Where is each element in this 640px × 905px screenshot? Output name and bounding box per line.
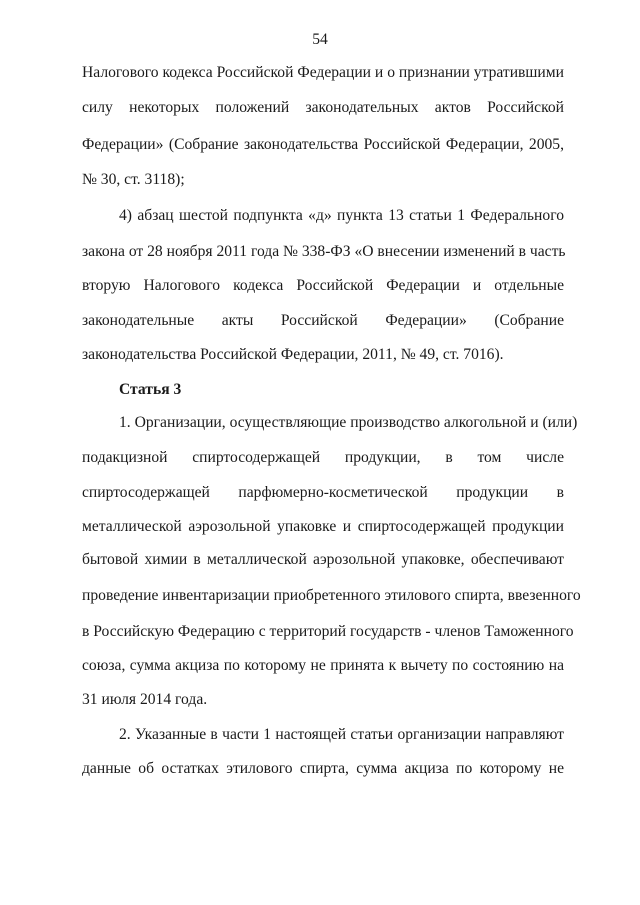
text-line: закона от 28 ноября 2011 года № 338-ФЗ «О внесении изменений в часть <box>82 243 566 260</box>
text-line: законодательства Российской Федерации, 2011, № 49, ст. 7016). <box>82 346 504 363</box>
text-line: № 30, ст. 3118); <box>82 171 185 188</box>
text-line: спиртосодержащей парфюмерно-косметической продукции в <box>82 484 564 501</box>
text-line: 4) абзац шестой подпункта «д» пункта 13 статьи 1 Федерального <box>119 207 564 224</box>
text-line: бытовой химии в металлической аэрозольной упаковке, обеспечивают <box>82 551 564 568</box>
text-line: 2. Указанные в части 1 настоящей статьи организации направляют <box>119 726 564 743</box>
text-line: 1. Организации, осуществляющие производство алкогольной и (или) <box>119 414 578 431</box>
text-line: вторую Налогового кодекса Российской Федерации и отдельные <box>82 277 564 294</box>
text-line: подакцизной спиртосодержащей продукции, в том числе <box>82 449 564 466</box>
text-line: Налогового кодекса Российской Федерации и о признании утратившими <box>82 64 564 81</box>
text-line: союза, сумма акциза по которому не принята к вычету по состоянию на <box>82 657 564 674</box>
article-heading: Статья 3 <box>119 381 182 398</box>
text-line: в Российскую Федерацию с территорий государств - членов Таможенного <box>82 623 574 640</box>
text-line: силу некоторых положений законодательных актов Российской <box>82 99 564 116</box>
page-number: 54 <box>312 31 328 48</box>
text-line: 31 июля 2014 года. <box>82 691 208 708</box>
text-line: Федерации» (Собрание законодательства Российской Федерации, 2005, <box>82 136 564 153</box>
text-line: законодательные акты Российской Федерации» (Собрание <box>82 312 564 329</box>
text-line: металлической аэрозольной упаковке и спиртосодержащей продукции <box>82 518 564 535</box>
text-line: проведение инвентаризации приобретенного этилового спирта, ввезенного <box>82 587 581 604</box>
text-line: данные об остатках этилового спирта, сумма акциза по которому не <box>82 760 564 777</box>
